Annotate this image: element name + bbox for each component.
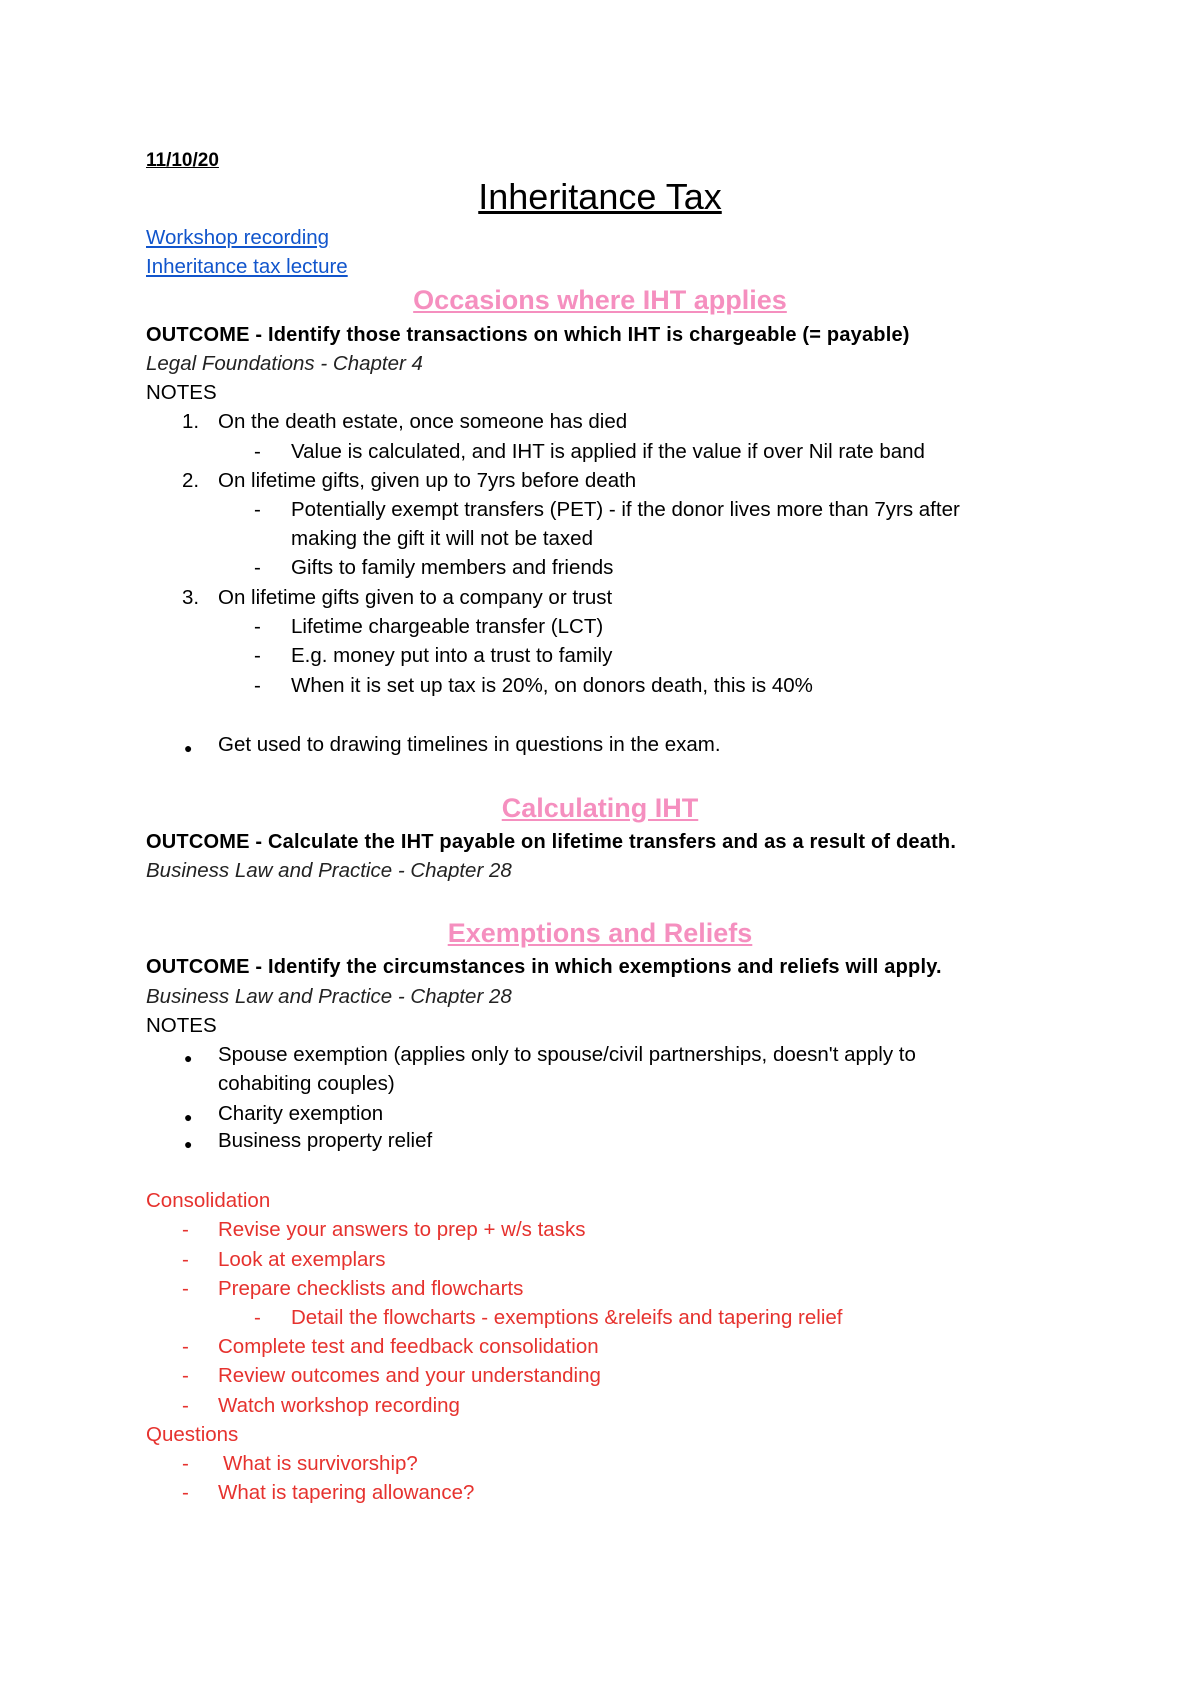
chapter-reference: Business Law and Practice - Chapter 28: [146, 859, 512, 882]
sub-list-item: E.g. money put into a trust to family: [291, 644, 613, 667]
dash-marker: -: [182, 1481, 189, 1504]
dash-marker: -: [254, 1306, 261, 1329]
dash-marker: -: [182, 1394, 189, 1417]
sub-list-item: Gifts to family members and friends: [291, 556, 614, 579]
dash-marker: -: [254, 674, 261, 697]
list-item: On the death estate, once someone has died: [218, 410, 628, 433]
consolidation-label: Consolidation: [146, 1189, 271, 1212]
dash-marker: -: [182, 1277, 189, 1300]
consolidation-item: Review outcomes and your understanding: [218, 1364, 601, 1387]
sub-list-item: making the gift it will not be taxed: [291, 527, 593, 550]
bullet-icon: ●: [184, 1050, 193, 1066]
list-number: 3.: [182, 586, 200, 609]
consolidation-item: Look at exemplars: [218, 1248, 386, 1271]
dash-marker: -: [182, 1452, 189, 1475]
sub-list-item: When it is set up tax is 20%, on donors death, this is 40%: [291, 674, 813, 697]
chapter-reference: Business Law and Practice - Chapter 28: [146, 985, 512, 1008]
outcome-text: OUTCOME - Identify those transactions on which IHT is chargeable (= payable): [146, 324, 910, 346]
list-number: 2.: [182, 469, 200, 492]
bullet-item: Charity exemption: [218, 1102, 384, 1125]
question-item: What is tapering allowance?: [218, 1481, 475, 1504]
consolidation-item: Revise your answers to prep + w/s tasks: [218, 1218, 586, 1241]
link-inheritance-tax-lecture[interactable]: Inheritance tax lecture: [146, 255, 348, 278]
bullet-icon: ●: [184, 1109, 193, 1125]
dash-marker: -: [254, 615, 261, 638]
bullet-item: Business property relief: [218, 1129, 433, 1152]
bullet-item: Get used to drawing timelines in questions in the exam.: [218, 733, 721, 756]
consolidation-item: Watch workshop recording: [218, 1394, 460, 1417]
outcome-text: OUTCOME - Identify the circumstances in which exemptions and reliefs will apply.: [146, 956, 942, 978]
sub-list-item: Value is calculated, and IHT is applied if the value if over Nil rate band: [291, 440, 925, 463]
link-workshop-recording[interactable]: Workshop recording: [146, 226, 330, 249]
outcome-text: OUTCOME - Calculate the IHT payable on lifetime transfers and as a result of death.: [146, 831, 957, 853]
chapter-reference: Legal Foundations - Chapter 4: [146, 352, 423, 375]
consolidation-item: Prepare checklists and flowcharts: [218, 1277, 524, 1300]
consolidation-sub-item: Detail the flowcharts - exemptions &releifs and tapering relief: [291, 1306, 843, 1329]
dash-marker: -: [254, 440, 261, 463]
section-heading-calculating: Calculating IHT: [501, 793, 699, 823]
dash-marker: -: [182, 1364, 189, 1387]
bullet-icon: ●: [184, 740, 193, 756]
date: 11/10/20: [146, 150, 219, 171]
list-number: 1.: [182, 410, 200, 433]
question-item: What is survivorship?: [223, 1452, 418, 1475]
dash-marker: -: [182, 1218, 189, 1241]
list-item: On lifetime gifts given to a company or trust: [218, 586, 613, 609]
dash-marker: -: [182, 1248, 189, 1271]
list-item: On lifetime gifts, given up to 7yrs before death: [218, 469, 637, 492]
bullet-item-continued: cohabiting couples): [218, 1072, 395, 1095]
sub-list-item: Lifetime chargeable transfer (LCT): [291, 615, 604, 638]
sub-list-item: Potentially exempt transfers (PET) - if the donor lives more than 7yrs after: [291, 498, 960, 521]
bullet-item: Spouse exemption (applies only to spouse/civil partnerships, doesn't apply to: [218, 1043, 916, 1066]
notes-label: NOTES: [146, 1014, 217, 1037]
dash-marker: -: [254, 556, 261, 579]
dash-marker: -: [254, 644, 261, 667]
bullet-icon: ●: [184, 1136, 193, 1152]
dash-marker: -: [182, 1335, 189, 1358]
section-heading-exemptions: Exemptions and Reliefs: [447, 918, 753, 948]
dash-marker: -: [254, 498, 261, 521]
consolidation-item: Complete test and feedback consolidation: [218, 1335, 599, 1358]
questions-label: Questions: [146, 1423, 239, 1446]
section-heading-occasions: Occasions where IHT applies: [413, 285, 787, 315]
notes-label: NOTES: [146, 381, 217, 404]
page-title: Inheritance Tax: [478, 176, 722, 217]
